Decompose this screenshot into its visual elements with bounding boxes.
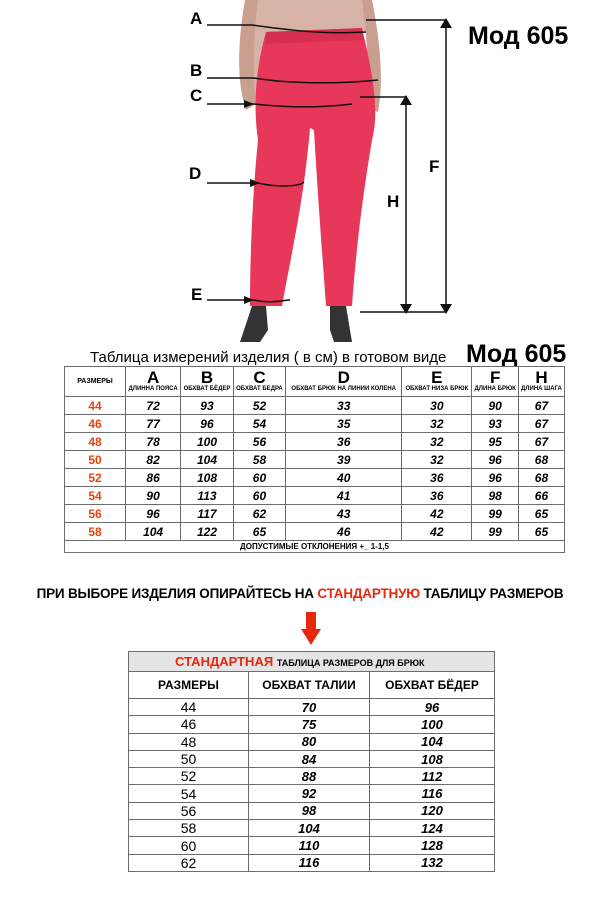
measurement-cell: 36 xyxy=(402,469,472,487)
measurement-cell: 33 xyxy=(286,397,402,415)
measurement-cell: 65 xyxy=(518,505,564,523)
standard-header-row xyxy=(129,672,495,699)
down-arrow-icon xyxy=(301,612,321,646)
measurement-cell: 96 xyxy=(126,505,181,523)
std-hips-cell: 128 xyxy=(370,837,495,854)
col-desc: ДЛИНА ШАГА xyxy=(521,386,562,392)
measurement-cell: 104 xyxy=(181,451,234,469)
size-cell: 52 xyxy=(65,469,126,487)
trousers-figure xyxy=(0,0,600,345)
measurement-cell: 122 xyxy=(181,523,234,541)
std-size-cell: 56 xyxy=(129,802,249,819)
size-cell: 54 xyxy=(65,487,126,505)
note-highlight: СТАНДАРТНУЮ xyxy=(317,586,420,601)
std-size-cell: 58 xyxy=(129,820,249,837)
label-e: E xyxy=(191,285,203,304)
measurement-cell: 42 xyxy=(402,523,472,541)
measurement-cell: 117 xyxy=(181,505,234,523)
size-cell: 44 xyxy=(65,397,126,415)
std-size-cell: 48 xyxy=(129,733,249,750)
model-title-top: Мод 605 xyxy=(468,22,569,50)
col-letter: B xyxy=(200,368,214,387)
std-size-cell: 62 xyxy=(129,854,249,871)
standard-row xyxy=(129,768,495,785)
measurement-cell: 65 xyxy=(233,523,285,541)
standard-size-table xyxy=(128,651,495,872)
measurement-cell: 95 xyxy=(472,433,519,451)
std-size-cell: 54 xyxy=(129,785,249,802)
measurement-row xyxy=(65,469,565,487)
measurement-cell: 108 xyxy=(181,469,234,487)
measurement-cell: 99 xyxy=(472,523,519,541)
measurement-cell: 96 xyxy=(472,469,519,487)
measurement-cell: 67 xyxy=(518,397,564,415)
measurement-cell: 54 xyxy=(233,415,285,433)
col-letter: H xyxy=(535,368,548,387)
note-part1: ПРИ ВЫБОРЕ ИЗДЕЛИЯ ОПИРАЙТЕСЬ НА xyxy=(36,586,318,601)
std-hips-cell: 96 xyxy=(370,699,495,716)
measurement-cell: 39 xyxy=(286,451,402,469)
standard-row xyxy=(129,802,495,819)
std-waist-cell: 80 xyxy=(249,733,370,750)
measurement-cell: 77 xyxy=(126,415,181,433)
std-hips-cell: 100 xyxy=(370,716,495,733)
col-letter: A xyxy=(146,368,160,387)
label-d: D xyxy=(189,164,202,183)
std-waist-cell: 92 xyxy=(249,785,370,802)
measurement-cell: 82 xyxy=(126,451,181,469)
measurement-cell: 67 xyxy=(518,415,564,433)
measurement-cell: 100 xyxy=(181,433,234,451)
col-f-header xyxy=(472,367,519,397)
standard-title-row xyxy=(129,652,495,672)
measurement-cell: 40 xyxy=(286,469,402,487)
measurement-cell: 56 xyxy=(233,433,285,451)
standard-row xyxy=(129,699,495,716)
measurement-row xyxy=(65,433,565,451)
measurement-cell: 99 xyxy=(472,505,519,523)
measurement-cell: 43 xyxy=(286,505,402,523)
measurement-cell: 104 xyxy=(126,523,181,541)
col-letter: C xyxy=(253,368,266,387)
standard-title-highlight: СТАНДАРТНАЯ xyxy=(175,654,274,669)
measurements-table xyxy=(64,366,565,553)
measurement-cell: 86 xyxy=(126,469,181,487)
standard-title xyxy=(129,652,495,672)
measurement-cell: 32 xyxy=(402,451,472,469)
measurement-cell: 96 xyxy=(181,415,234,433)
measurement-cell: 41 xyxy=(286,487,402,505)
col-h-header xyxy=(518,367,564,397)
col-desc: ОБХВАТ БРЮК НА ЛИНИИ КОЛЕНА xyxy=(291,386,397,392)
measurement-cell: 67 xyxy=(518,433,564,451)
measurement-cell: 90 xyxy=(126,487,181,505)
col-e-header xyxy=(402,367,472,397)
measurement-cell: 93 xyxy=(181,397,234,415)
std-col-size: РАЗМЕРЫ xyxy=(129,672,249,699)
measurement-cell: 113 xyxy=(181,487,234,505)
standard-row xyxy=(129,750,495,767)
measurement-cell: 32 xyxy=(402,433,472,451)
std-size-cell: 60 xyxy=(129,837,249,854)
std-size-cell: 52 xyxy=(129,768,249,785)
measurement-row xyxy=(65,505,565,523)
size-cell: 58 xyxy=(65,523,126,541)
std-waist-cell: 70 xyxy=(249,699,370,716)
standard-title-rest: ТАБЛИЦА РАЗМЕРОВ ДЛЯ БРЮК xyxy=(276,658,425,668)
size-cell: 56 xyxy=(65,505,126,523)
model-title-table: Мод 605 xyxy=(466,340,567,368)
col-letter: E xyxy=(431,368,443,387)
measurement-cell: 30 xyxy=(402,397,472,415)
std-col-hips: ОБХВАТ БЁДЕР xyxy=(370,672,495,699)
standard-row xyxy=(129,820,495,837)
std-hips-cell: 124 xyxy=(370,820,495,837)
measurement-cell: 60 xyxy=(233,487,285,505)
std-hips-cell: 116 xyxy=(370,785,495,802)
measurement-cell: 46 xyxy=(286,523,402,541)
label-f: F xyxy=(429,157,440,176)
measurement-cell: 58 xyxy=(233,451,285,469)
col-a-header xyxy=(126,367,181,397)
measurement-cell: 36 xyxy=(402,487,472,505)
tolerance-note: ДОПУСТИМЫЕ ОТКЛОНЕНИЯ +_ 1-1,5 xyxy=(65,541,565,553)
label-a: A xyxy=(190,9,203,28)
std-waist-cell: 98 xyxy=(249,802,370,819)
measurement-cell: 72 xyxy=(126,397,181,415)
std-hips-cell: 120 xyxy=(370,802,495,819)
measurement-cell: 90 xyxy=(472,397,519,415)
col-desc: ДЛИННА ПОЯСА xyxy=(128,386,178,392)
label-c: C xyxy=(190,86,203,105)
col-b-header xyxy=(181,367,234,397)
std-waist-cell: 104 xyxy=(249,820,370,837)
note-part2: ТАБЛИЦУ РАЗМЕРОВ xyxy=(420,586,564,601)
label-h: H xyxy=(387,192,400,211)
col-desc: ОБХВАТ БЕДРА xyxy=(236,386,283,392)
standard-row xyxy=(129,785,495,802)
size-cell: 46 xyxy=(65,415,126,433)
measurement-cell: 65 xyxy=(518,523,564,541)
measurements-header-row xyxy=(65,367,565,397)
std-waist-cell: 84 xyxy=(249,750,370,767)
standard-body xyxy=(129,699,495,872)
measurement-row xyxy=(65,397,565,415)
std-waist-cell: 110 xyxy=(249,837,370,854)
col-desc: ДЛИНА БРЮК xyxy=(474,386,516,392)
measurements-body xyxy=(65,397,565,541)
col-letter: F xyxy=(489,368,501,387)
measurement-cell: 35 xyxy=(286,415,402,433)
std-waist-cell: 88 xyxy=(249,768,370,785)
measurement-cell: 78 xyxy=(126,433,181,451)
std-hips-cell: 108 xyxy=(370,750,495,767)
col-d-header xyxy=(286,367,402,397)
col-desc: ОБХВАТ БЁДЕР xyxy=(183,386,231,392)
measurement-row xyxy=(65,415,565,433)
right-sandal xyxy=(330,306,352,342)
tolerance-row xyxy=(65,541,565,553)
measurement-row xyxy=(65,451,565,469)
std-size-cell: 50 xyxy=(129,750,249,767)
col-letter: D xyxy=(337,368,350,387)
measurement-cell: 98 xyxy=(472,487,519,505)
measurement-row xyxy=(65,487,565,505)
measurement-row xyxy=(65,523,565,541)
std-hips-cell: 104 xyxy=(370,733,495,750)
std-waist-cell: 75 xyxy=(249,716,370,733)
measurement-cell: 36 xyxy=(286,433,402,451)
std-hips-cell: 132 xyxy=(370,854,495,871)
standard-row xyxy=(129,716,495,733)
col-desc: ОБХВАТ НИЗА БРЮК xyxy=(405,386,469,392)
measurement-cell: 52 xyxy=(233,397,285,415)
measurement-cell: 60 xyxy=(233,469,285,487)
label-b: B xyxy=(190,61,203,80)
measurement-cell: 32 xyxy=(402,415,472,433)
standard-row xyxy=(129,854,495,871)
size-advice-note xyxy=(0,586,600,601)
trousers-illustration xyxy=(0,0,600,345)
std-size-cell: 44 xyxy=(129,699,249,716)
measurement-cell: 42 xyxy=(402,505,472,523)
measurement-cell: 93 xyxy=(472,415,519,433)
std-waist-cell: 116 xyxy=(249,854,370,871)
std-col-waist: ОБХВАТ ТАЛИИ xyxy=(249,672,370,699)
std-hips-cell: 112 xyxy=(370,768,495,785)
trousers-shape xyxy=(250,28,375,306)
std-size-cell: 46 xyxy=(129,716,249,733)
measurement-cell: 66 xyxy=(518,487,564,505)
left-sandal xyxy=(240,306,268,342)
measurement-cell: 96 xyxy=(472,451,519,469)
size-header: РАЗМЕРЫ xyxy=(65,367,126,397)
size-cell: 50 xyxy=(65,451,126,469)
standard-row xyxy=(129,837,495,854)
size-cell: 48 xyxy=(65,433,126,451)
col-c-header xyxy=(233,367,285,397)
measurement-cell: 62 xyxy=(233,505,285,523)
measurement-cell: 68 xyxy=(518,451,564,469)
measurements-caption: Таблица измерений изделия ( в см) в готовом виде xyxy=(90,349,447,366)
measurement-cell: 68 xyxy=(518,469,564,487)
standard-row xyxy=(129,733,495,750)
